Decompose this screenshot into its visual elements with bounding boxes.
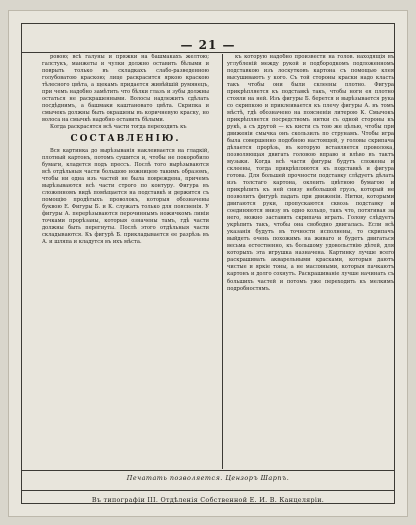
right-paragraph: къ которую надобно произвести на голов. находящія въ углубленій между рукой и подбородкомъ подложенномъ подставкою изъ лоскутковъ картона съ помощью клея высушиваютъ у кого. Съ той стороны краски надо класть такъ чтобы они были склеены плотно. Фигура прикрѣпляется къ подставкѣ такъ, чтобы ноги ея плотно стояли на ней. Изъ фигуры Б. берется и вырѣзывается рука со скрипкою и приклеивается къ плечу фигуры А. въ томъ мѣстѣ, гдѣ обозначено на поясненіи литерою К. Смычокъ прикрѣпляется посредствомъ нитки съ одной стороны къ рукѣ, а съ другой — къ кисти съ тою же цѣлью, чтобы при движеніи смычка онъ скользилъ по струнамъ. Чтобы игра была совершенно подобною настоящей, у головы скрипача дѣлается прорѣзь, въ которую вставляется проволока, позволяющая двигать головою вправо и влѣво въ тактъ музыки. Когда всѣ части фигуры будутъ сложены и склеены, тогда прикрѣпляются къ подставкѣ и фигура готова. Для большей прочности подставку слѣдуетъ дѣлать изъ толстаго картона, оклеить цвѣтною бумагою и прикрѣпить къ ней снизу небольшой грузъ, который не позволитъ фигурѣ падать при движеніи. Нитки, которыми двигаются руки, пропускаются сквозь подставку и соединяются внизу въ одно кольцо, такъ что, потягивая за него, можно заставить скрипача играть. Голову слѣдуетъ укрѣпить такъ, чтобы она свободно двигалась. Если всѣ указанія будутъ въ точности исполнены, то скрипачъ выйдетъ очень похожимъ на живаго и будетъ двигаться весьма естественно, къ большому удовольствію дѣтей, для которыхъ эта игрушка назначена. Картинку лучше всего раскрашивать акварельными красками, которыя даютъ чистые и яркіе тоны, а не масляными, которыя пачкаютъ картонъ и долго сохнутъ. Раскрашиваніе лучше начинать съ большихъ частей и потомъ уже переходить къ мелкимъ подробностямъ. <box>227 54 394 292</box>
footer-rule <box>22 470 394 471</box>
left-column <box>42 54 209 458</box>
censor-line: Печатать позволяется. Цензоръ Шарпъ. <box>126 474 290 482</box>
page-border-frame <box>21 23 395 504</box>
left-paragraph-3: Вся картинка до вырѣзыванія наклеивается на гладкій, плотный картонъ, потомъ сушится и, чтобы не покоробило бумаги, кладется подъ прессъ. Послѣ того вырѣзываются всѣ отдѣльныя части большою ножницею такимъ образомъ, чтобы ни одна изъ частей не была повреждена, причемъ вырѣзываются всѣ части строго по контуру. Фигура въ сложенномъ видѣ помѣщается на подставкѣ и держится съ помощію продѣтыхъ проволокъ, которыя обозначены буквою Е. Фигуры Б. и К. служатъ только для поясненія. У фигуры А. перерѣзываются перочиннымъ ножичкомъ линіи точками прорѣзаны, которыя означены тамъ, гдѣ части должны быть перегнуты. Послѣ этого отдѣльныя части складываются. Къ фигурѣ Б. прикладывается ее разрѣзь въ А. и шляпа и кладутся въ ихъ мѣста. <box>42 148 209 246</box>
column-divider <box>222 54 223 469</box>
printer-line: Въ типографіи III. Отдѣленія Собственной Е. И. В. Канцеляріи. <box>91 496 325 504</box>
header-rule <box>22 52 394 53</box>
document-page <box>8 10 408 517</box>
footer-rule-2 <box>22 490 394 491</box>
right-column <box>227 54 394 469</box>
left-paragraph-2: Когда раскрасятся всѣ части тогда переходить къ <box>50 124 187 131</box>
left-paragraph-1: ровою; всѣ галуны и пряжки на башмакахъ желтою; галстукъ, манжеты и чулки должно оставить бѣлыми и поврыть только въ складкахъ слабо-разведенною голубоватою краскою; лице раскрасится яркою краскою тѣлесного цвѣта, а щекамъ придается живѣйшій румянецъ, при чемъ надобно замѣтить что бѣлки глазъ и зубы должны остаться не раскрашенными. Волосы надлежитъ сдѣлать посдѣднимъ, а башмаки каштановато цвѣта. Скрипка и смычекъ должны быть окрашены въ коричневую краску, но волоса на смычкѣ надобно оставить бѣлыми. <box>42 54 209 124</box>
section-title: СОСТАВЛЕНІЮ. <box>70 134 181 145</box>
page-number: — 21 — <box>180 38 236 52</box>
